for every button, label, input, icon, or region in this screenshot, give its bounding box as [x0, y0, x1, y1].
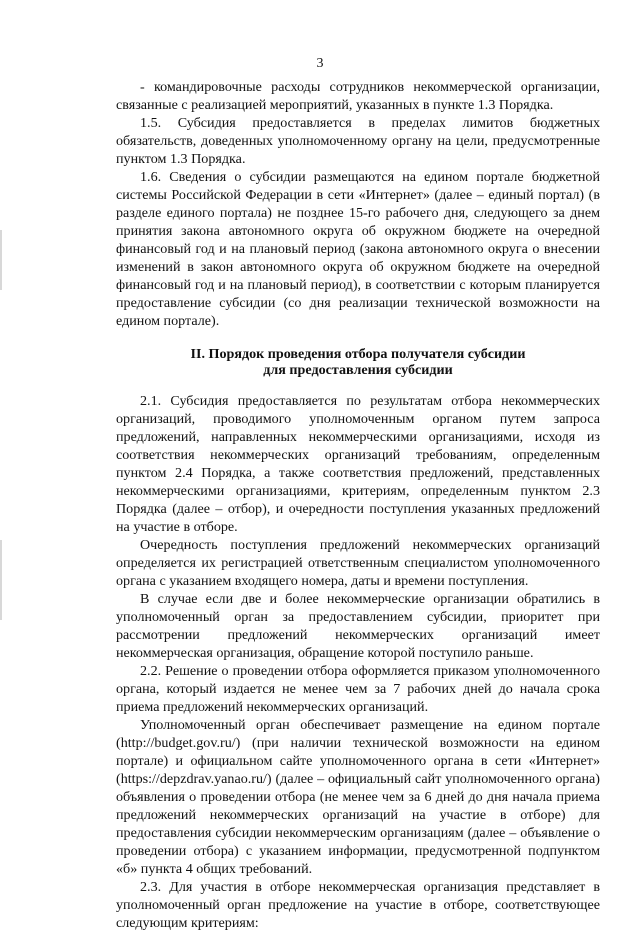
paragraph: Очередность поступления предложений некоммерческих организаций определяется их регистрацией ответственным специалистом уполномоченного органа с указанием входящего номера, даты и времени поступления. — [116, 537, 600, 589]
scan-edge-mark — [0, 540, 2, 620]
section-heading-line: II. Порядок проведения отбора получателя субсидии — [190, 346, 526, 362]
paragraph: 2.3. Для участия в отборе некоммерческая организация представляет в уполномоченный орган предложение на участие в отборе, соответствующее следующим критериям: — [116, 879, 600, 931]
paragraph: 2.1. Субсидия предоставляется по результатам отбора некоммерческих организаций, проводимого уполномоченным органом путем запроса предложений, направленных некоммерческими организациями, исходя из соответствия некоммерческих организаций требованиям, определенным пунктом 2.4 Порядка, а также соответствия предложений, представленных некоммерческими организациями, критериям, определенным пунктом 2.3 Порядка (далее – отбор), и очередности поступления указанных предложений на участие в отборе. — [116, 393, 600, 535]
scan-edge-mark — [0, 230, 2, 290]
paragraph: - командировочные расходы сотрудников некоммерческой организации, связанные с реализацией мероприятий, указанных в пункте 1.3 Порядка. — [116, 79, 600, 113]
paragraph: В случае если две и более некоммерческие организации обратились в уполномоченный орган за предоставлением субсидии, приоритет при рассмотрении предложений некоммерческих организаций имеет некоммерческая организация, обращение которой поступило раньше. — [116, 591, 600, 661]
paragraph: 1.5. Субсидия предоставляется в пределах лимитов бюджетных обязательств, доведенных уполномоченному органу на цели, предусмотренные пунктом 1.3 Порядка. — [116, 115, 600, 167]
page-number: 3 — [316, 56, 324, 71]
paragraph: 2.2. Решение о проведении отбора оформляется приказом уполномоченного органа, который издается не менее чем за 7 рабочих дней до начала срока приема предложений некоммерческих организаций. — [116, 663, 600, 715]
paragraph: Уполномоченный орган обеспечивает размещение на едином портале (http://budget.gov.ru/) (при наличии технической возможности на едином портале) и официальном сайте уполномоченного органа в сети «Интернет» (https://depzdrav.yanao.ru/) (далее – официальный сайт уполномоченного органа) объявления о проведении отбора (не менее чем за 6 дней до дня начала приема предложений некоммерческих организаций на участие в отборе) для предоставления субсидии некоммерческим организациям (далее – объявление о проведении отбора) с указанием информации, предусмотренной подпунктом «б» пункта 4 общих требований. — [116, 717, 600, 877]
document-body — [116, 78, 600, 932]
section-heading — [116, 346, 600, 378]
section-heading-line: для предоставления субсидии — [263, 362, 453, 378]
paragraph: 1.6. Сведения о субсидии размещаются на едином портале бюджетной системы Российской Федерации в сети «Интернет» (далее – единый портал) (в разделе единого портала) не позднее 15-го рабочего дня, следующего за днем принятия закона автономного округа об окружном бюджете на очередной финансовый год и на плановый период (закона автономного округа о внесении изменений в закон автономного округа об окружном бюджете на очередной финансовый год и на плановый период), в соответствии с которым планируется предоставление субсидии (со дня реализации технической возможности на едином портале). — [116, 169, 600, 329]
